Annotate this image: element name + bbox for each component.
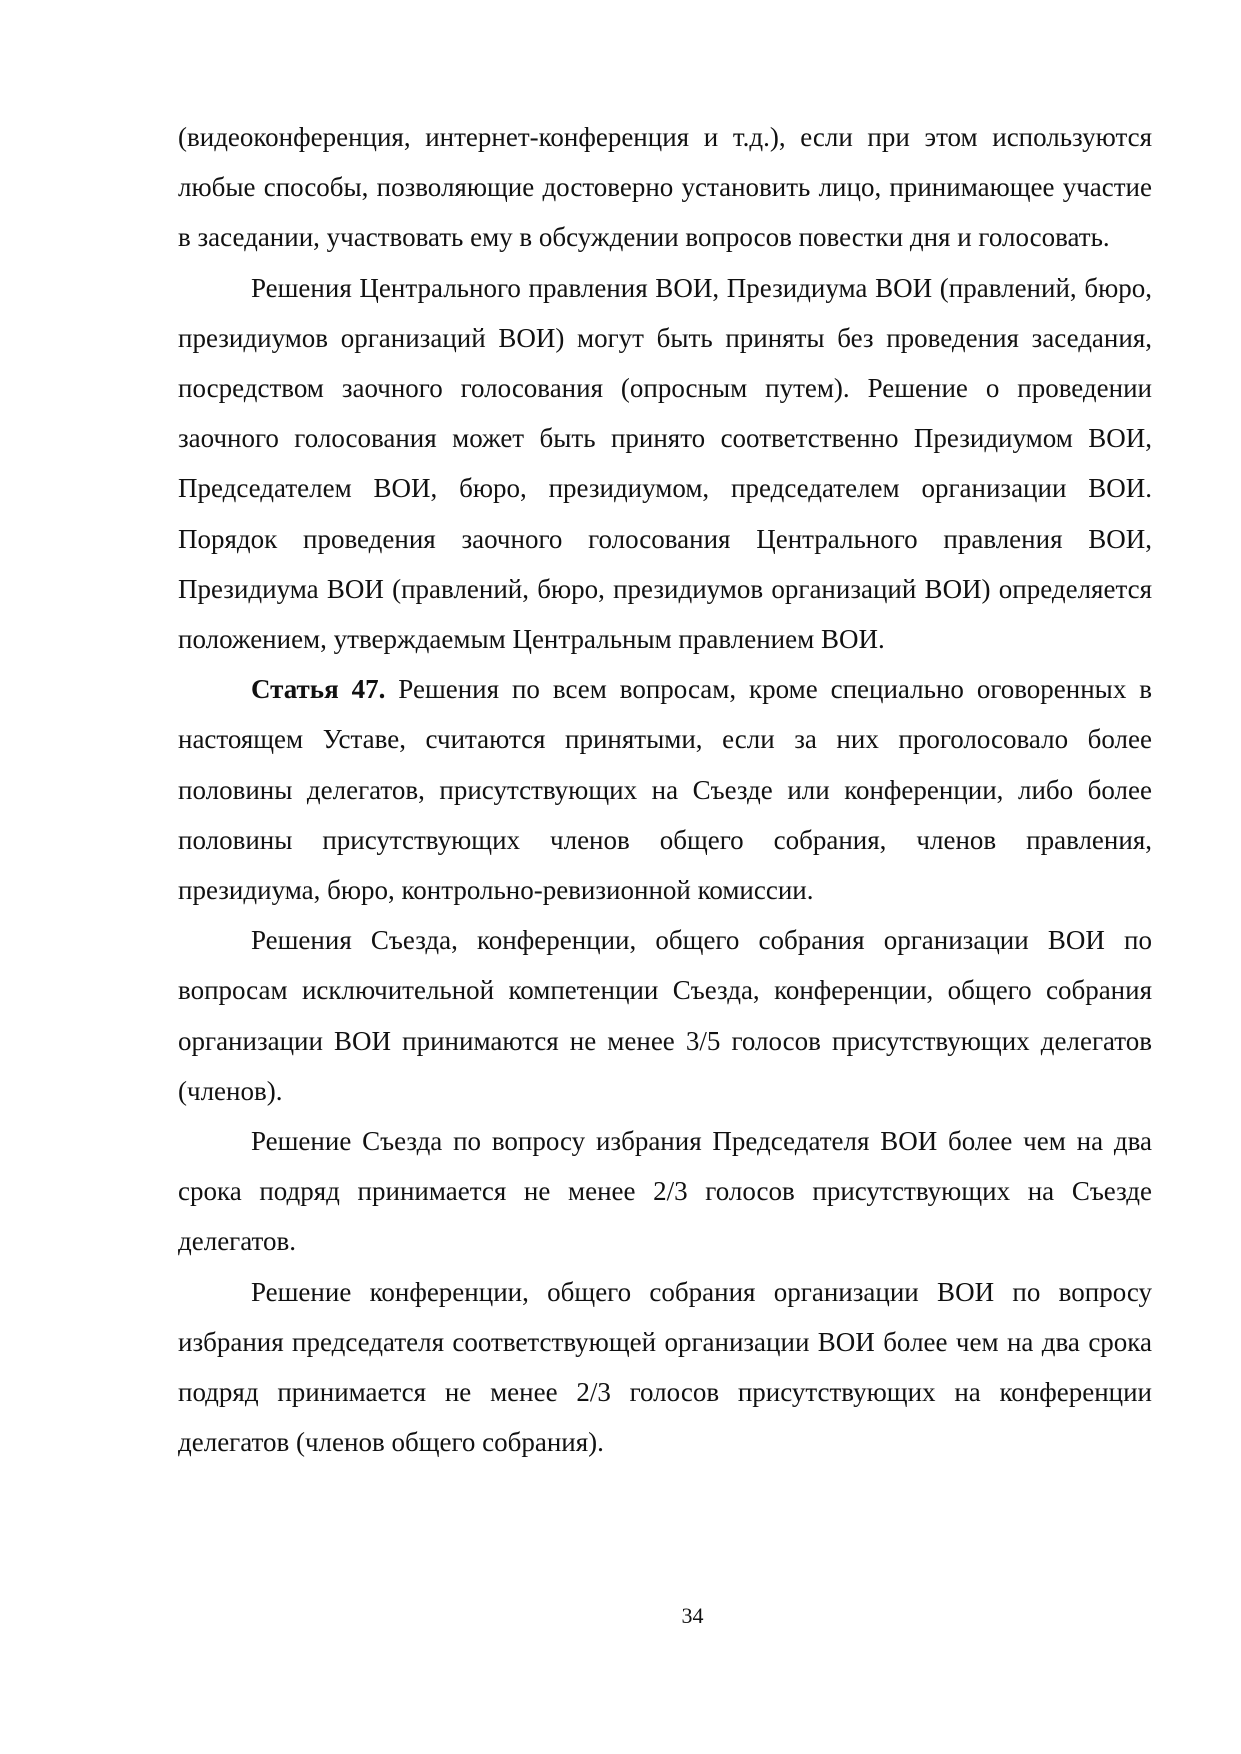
paragraph-text: Решения по всем вопросам, кроме специально оговоренных в настоящем Уставе, считаются принятыми, если за них проголосовало более половины делегатов, присутствующих на Съезде или конференции, либо более половины присутствующих членов общего собрания, членов правления, президиума, бюро, контрольно-ревизионной комиссии. xyxy=(178,674,1152,906)
document-page xyxy=(178,112,1152,1467)
paragraph-exclusive-competence xyxy=(178,915,1152,1116)
paragraph-absentee-voting xyxy=(178,263,1152,665)
paragraph-text: Решение Съезда по вопросу избрания Председателя ВОИ более чем на два срока подряд принимается не менее 2/3 голосов присутствующих на Съезде делегатов. xyxy=(178,1126,1152,1257)
paragraph-chairman-election xyxy=(178,1116,1152,1267)
paragraph-continuation xyxy=(178,112,1152,263)
article-heading: Статья 47. xyxy=(251,674,386,705)
paragraph-text: (видеоконференция, интернет-конференция и т.д.), если при этом используются любые способы, позволяющие достоверно установить лицо, принимающее участие в заседании, участвовать ему в обсуждении вопросов повестки дня и голосовать. xyxy=(178,122,1152,253)
paragraph-text: Решения Центрального правления ВОИ, Президиума ВОИ (правлений, бюро, президиумов организаций ВОИ) могут быть приняты без проведения заседания, посредством заочного голосования (опросным путем). Решение о проведении заочного голосования может быть принято соответственно Президиумом ВОИ, Председателем ВОИ, бюро, президиумом, председателем организации ВОИ. Порядок проведения заочного голосования Центрального правления ВОИ, Президиума ВОИ (правлений, бюро, президиумов организаций ВОИ) определяется положением, утверждаемым Центральным правлением ВОИ. xyxy=(178,272,1152,655)
paragraph-text: Решения Съезда, конференции, общего собрания организации ВОИ по вопросам исключительной компетенции Съезда, конференции, общего собрания организации ВОИ принимаются не менее 3/5 голосов присутствующих делегатов (членов). xyxy=(178,925,1152,1106)
paragraph-article-47 xyxy=(178,664,1152,915)
page-number: 34 xyxy=(681,1603,704,1628)
paragraph-organization-chairman-election xyxy=(178,1267,1152,1468)
paragraph-text: Решение конференции, общего собрания организации ВОИ по вопросу избрания председателя соответствующей организации ВОИ более чем на два срока подряд принимается не менее 2/3 голосов присутствующих на конференции делегатов (членов общего собрания). xyxy=(178,1276,1152,1458)
